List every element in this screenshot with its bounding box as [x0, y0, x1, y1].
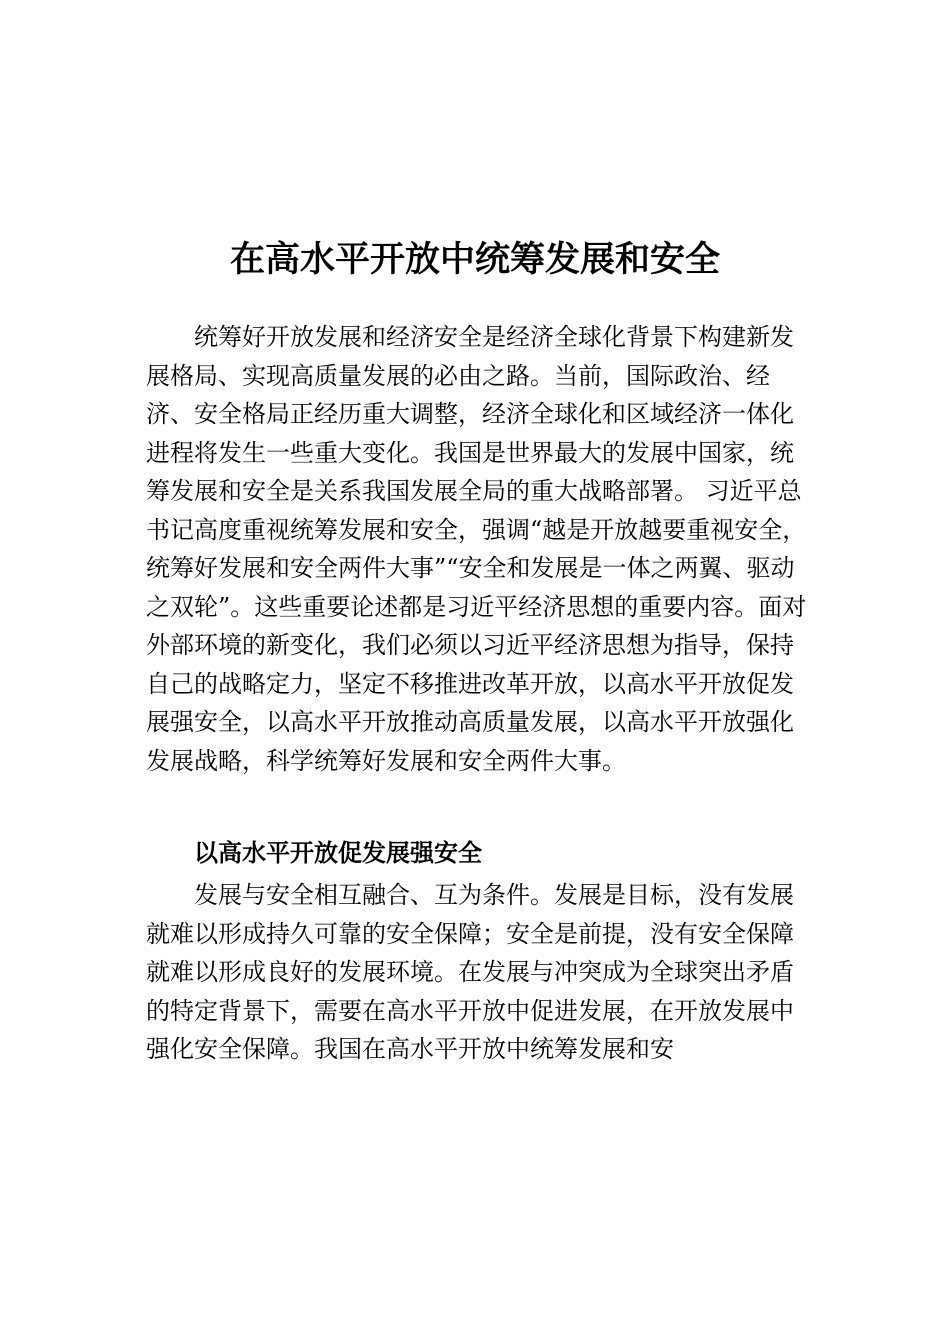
- document-title: 在高水平开放中统筹发展和安全: [229, 240, 720, 280]
- section-paragraph: 发展与安全相互融合、互为条件。发展是目标，没有发展就难以形成持久可靠的安全保障；安全是前提，没有安全保障就难以形成良好的发展环境。在发展与冲突成为全球突出矛盾的特定背景下，需要在高水平开放中促进发展，在开放发展中强化安全保障。我国在高水平开放中统筹发展和安: [146, 881, 794, 1063]
- intro-paragraph: 统筹好开放发展和经济安全是经济全球化背景下构建新发展格局、实现高质量发展的必由之路。当前，国际政治、经济、安全格局正经历重大调整，经济全球化和区域经济一体化进程将发生一些重大变化。我国是世界最大的发展中国家，统筹发展和安全是关系我国发展全局的重大战略部署。 习近平总书记高度重视统筹发展和安全，强调“越是开放越要重视安全，统筹好发展和安全两件大事”“安全和发展是一体之两翼、驱动之双轮”。这些重要论述都是习近平经济思想的重要内容。面对外部环境的新变化，我们必须以习近平经济思想为指导，保持自己的战略定力，坚定不移推进改革开放，以高水平开放促发展强安全，以高水平开放推动高质量发展，以高水平开放强化发展战略，科学统筹好发展和安全两件大事。: [146, 323, 807, 775]
- section-heading: 以高水平开放促发展强安全: [194, 839, 482, 867]
